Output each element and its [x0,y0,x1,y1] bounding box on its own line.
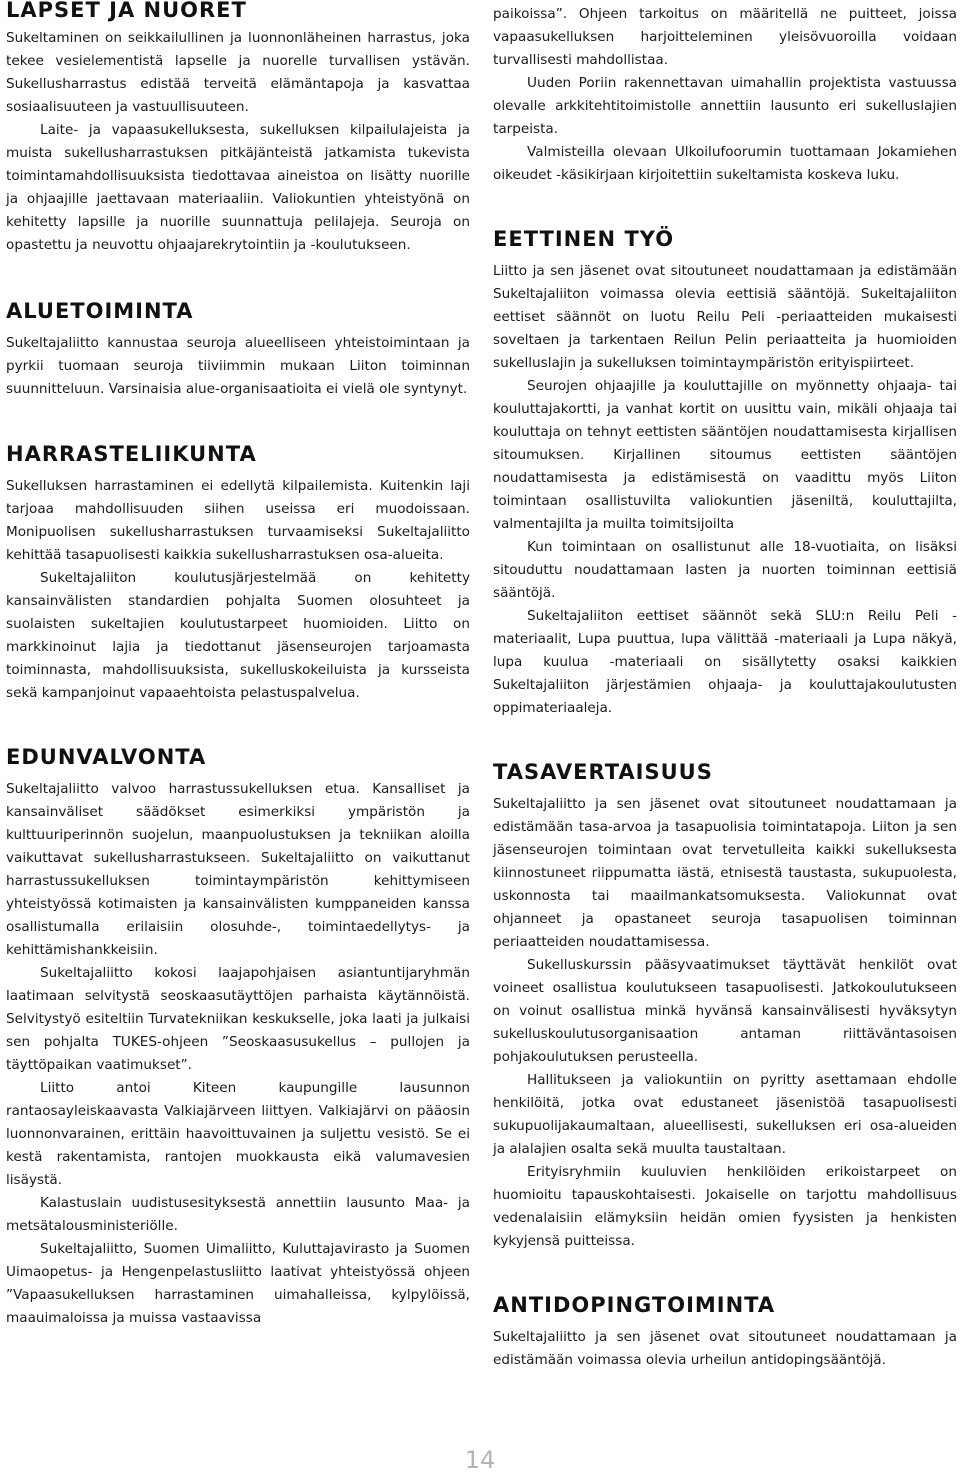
paragraph: Seurojen ohjaajille ja kouluttajille on myönnetty ohjaaja- tai kouluttajakortti, ja vanhat kortit on uusittu vain, mikäli ohjaaja tai kouluttaja on tehnyt eettisten sääntöjen noudattamisesta kirjallisen sitoumuksen. Kirjallinen sitoumus eettisten sääntöjen noudattamisesta ja edistämisestä on vaadittu myös Liiton toimintaan osallistuvilta valiokuntien jäseniltä, kouluttajilta, valmentajilta ja muilta toimitsijoilta [493,378,957,532]
paragraph: Sukeltajaliitto kokosi laajapohjaisen asiantuntijaryhmän laatimaan selvitystä seoskaasutäyttöjen parhaista käytännöistä. Selvitystyö esiteltiin Turvatekniikan keskukselle, joka laati ja julkaisi sen pohjalta TUKES-ohjeen ”Seoskaasusukellus – pullojen ja täyttöpaikan vaatimukset”. [6,965,470,1073]
left-column [6,0,470,1330]
paragraph: Sukeltaminen on seikkailullinen ja luonnonläheinen harrastus, joka tekee vesielementistä lapselle ja nuorelle turvallisen ystävän. Sukellusharrastus edistää terveitä elämäntapoja ja kasvattaa sosiaalisuuteen ja vastuullisuuteen. [6,30,470,115]
paragraph: Sukeltajaliiton eettiset säännöt sekä SLU:n Reilu Peli -materiaalit, Lupa puuttua, lupa välittää -materiaali ja Lupa näkyä, lupa kuulua -materiaali on sisällytetty osaksi kaikkien Sukeltajaliiton järjestämien ohjaaja- ja kouluttajakoulutusten oppimateriaaleja. [493,608,957,716]
paragraph: Uuden Poriin rakennettavan uimahallin projektista vastuussa olevalle arkkitehtitoimistolle annettiin lausunto eri sukelluslajien tarpeista. [493,75,957,137]
heading-aluetoiminta: ALUETOIMINTA [6,299,194,323]
paragraph: paikoissa”. Ohjeen tarkoitus on määritellä ne puitteet, joissa vapaasukelluksen harjoitteleminen yleisövuoroilla voidaan turvallisesti mahdollistaa. [493,6,957,68]
paragraph: Sukelluksen harrastaminen ei edellytä kilpailemista. Kuitenkin laji tarjoaa mahdollisuuden siihen useissa eri muodoissaan. Monipuolisen sukellusharrastuksen turvaamiseksi Sukeltajaliitto kehittää tasapuolisesti kaikkia sukellusharrastuksen osa-alueita. [6,478,470,563]
paragraph: Kalastuslain uudistusesityksestä annettiin lausunto Maa- ja metsätalousministeriölle. [6,1195,470,1234]
paragraph: Liitto antoi Kiteen kaupungille lausunnon rantaosayleiskaavasta Valkiajärveen liittyen. Valkiajärvi on pääosin luonnonvarainen, erittäin haavoittuvainen ja suljettu vesistö. Se ei kestä rakentamista, rantojen muokkausta eikä valumavesien lisäystä. [6,1080,470,1188]
paragraph: Liitto ja sen jäsenet ovat sitoutuneet noudattamaan ja edistämään Sukeltajaliiton voimassa olevia eettisiä sääntöjä. Sukeltajaliiton eettiset säännöt on luotu Reilu Peli -periaatteiden mukaisesti soveltaen ja tarkentaen Reilun Pelin periaatteita ja huomioiden sukelluslajin ja sukelluksen toimintaympäristön erityispiirteet. [493,263,957,371]
heading-harrasteliikunta: HARRASTELIIKUNTA [6,442,257,466]
heading-eettinen-tyo: EETTINEN TYÖ [493,227,675,251]
right-column [493,0,957,1372]
paragraph: Sukeltajaliitto ja sen jäsenet ovat sitoutuneet noudattamaan ja edistämään voimassa olevia urheilun antidopingsääntöjä. [493,1329,957,1368]
paragraph: Sukelluskurssin pääsyvaatimukset täyttävät henkilöt ovat voineet osallistua koulutukseen tasapuolisesti. Jatkokoulutukseen on voinut osallistua minkä hyvänsä kansainvälisesti hyväksytyn sukelluskoulutusorganisaation antaman riittäväntasoisen pohjakoulutuksen perusteella. [493,957,957,1065]
paragraph: Hallitukseen ja valiokuntiin on pyritty asettamaan ehdolle henkilöitä, jotka ovat edustaneet jäsenistöä tasapuolisesti sukupuolijakaumaltaan, alueellisesti, sukelluksen eri osa-alueiden ja alalajien osalta sekä muulta taustaltaan. [493,1072,957,1157]
heading-tasavertaisuus: TASAVERTAISUUS [493,760,713,784]
heading-lapset-ja-nuoret: LAPSET JA NUORET [6,0,247,22]
paragraph: Sukeltajaliitto kannustaa seuroja alueelliseen yhteistoimintaan ja pyrkii tuomaan seuroja tiiviimmin mukaan Liiton toiminnan suunnitteluun. Varsinaisia alue-organisaatioita ei vielä ole syntynyt. [6,335,470,397]
paragraph: Valmisteilla olevaan Ulkoilufoorumin tuottamaan Jokamiehen oikeudet -käsikirjaan kirjoitettiin sukeltamista koskeva luku. [493,144,957,183]
paragraph: Laite- ja vapaasukelluksesta, sukelluksen kilpailulajeista ja muista sukellusharrastuksen pitkäjänteistä jatkamista tukevista toimintamahdollisuuksista tiedottavaa aineistoa on lisätty nuorille ja ohjaajille jaettavaan materiaaliin. Valiokuntien yhteistyönä on kehitetty lapsille ja nuorille suunnattuja pelilajeja. Seuroja on opastettu ja neuvottu ohjaajarekrytointiin ja -koulutukseen. [6,122,470,253]
paragraph: Sukeltajaliitto ja sen jäsenet ovat sitoutuneet noudattamaan ja edistämään tasa-arvoa ja tasapuolisia toimintatapoja. Liiton ja sen jäsenseurojen toimintaan ovat tervetulleita kaikki sukelluksesta kiinnostuneet riippumatta iästä, etnisestä taustasta, sukupuolesta, uskonnosta tai maailmankatsomuksesta. Valiokunnat ovat ohjanneet ja opastaneet seuroja tasapuolisen toiminnan periaatteiden noudattamisessa. [493,796,957,950]
paragraph: Kun toimintaan on osallistunut alle 18-vuotiaita, on lisäksi sitouduttu noudattamaan lasten ja nuorten toiminnan eettisiä sääntöjä. [493,539,957,601]
heading-antidopingtoiminta: ANTIDOPINGTOIMINTA [493,1293,776,1317]
paragraph: Sukeltajaliiton koulutusjärjestelmää on kehitetty kansainvälisten standardien pohjalta Suomen olosuhteet ja suolaisten sukeltajien koulutustarpeet huomioiden. Liitto on markkinoinut lajia ja tiedottanut jäsenseurojen tarjoamasta toiminnasta, mahdollisuuksista, sukelluskokeiluista ja kursseista sekä kampanjoinut vapaaehtoista pelastuspalvelua. [6,570,470,701]
page-number: 14 [464,1446,496,1474]
paragraph: Sukeltajaliitto, Suomen Uimaliitto, Kuluttajavirasto ja Suomen Uimaopetus- ja Hengenpelastusliitto laativat yhteistyössä ohjeen ”Vapaasukelluksen harrastaminen uimahalleissa, kylpylöissä, maauimaloissa ja muissa vastaavissa [6,1241,470,1326]
heading-edunvalvonta: EDUNVALVONTA [6,745,207,769]
paragraph: Erityisryhmiin kuuluvien henkilöiden erikoistarpeet on huomioitu tapauskohtaisesti. Jokaiselle on tarjottu mahdollisuus vedenalaisiin elämyksiin heidän omien fyysisten ja henkisten kykyjensä puitteissa. [493,1164,957,1249]
paragraph: Sukeltajaliitto valvoo harrastussukelluksen etua. Kansalliset ja kansainväliset säädökset esimerkiksi ympäristön ja kulttuuriperinnön suojelun, maanpuolustuksen ja tekniikan aloilla vaikuttavat sukellusharrastukseen. Sukeltajaliitto on vaikuttanut harrastussukelluksen toimintaympäristön kehittymiseen yhteistyössä kotimaisten ja kansainvälisten kumppaneiden kanssa osallistumalla erilaisiin olosuhde-, toimintaedellytys- ja kehittämishankkeisiin. [6,781,470,958]
